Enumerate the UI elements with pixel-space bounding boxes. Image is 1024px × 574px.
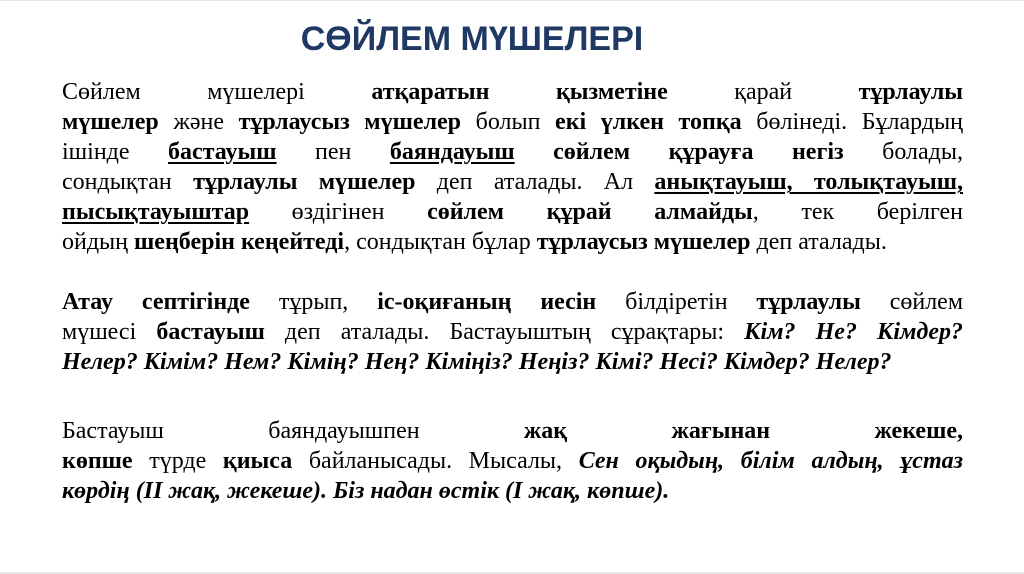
text-run: деп аталады. [750,229,887,255]
paragraph [62,416,963,506]
text-run: баяндауыш [389,139,515,165]
text-run: болып [461,109,556,135]
text-run: сөйлем құрай алмайды [427,199,753,225]
text-run: бастауыш [156,319,265,345]
text-run: деп аталады. Бастауыштың сұрақтары: [264,319,745,345]
text-run: бөлінеді. Бұлардың [741,109,964,135]
text-run: жақ жағынан жекеше, [523,418,963,444]
text-run: тұрлаусыз мүшелер [238,109,462,135]
text-run: Сөйлем мүшелері [62,79,372,105]
text-run: және [158,109,239,135]
text-run: түрде [132,448,223,474]
text-run: қиыса [222,448,293,474]
text-run: бастауыш [168,139,277,165]
text-run: ішінде [62,139,169,165]
text-run: тұрлаулы мүшелер [193,169,416,195]
text-run: сөйлем құрауға негіз [553,139,844,165]
text-run: сондықтан [62,169,194,195]
text-run: Атау септігінде [62,289,250,315]
text-run: сөйлем [860,289,964,315]
text-run: тұрлаулы [858,79,964,105]
text-run: қарай [667,79,859,105]
text-run: байланысады. Мысалы, [292,448,579,474]
text-run: шеңберін кеңейтеді [134,229,345,255]
text-run: көрдің (ІІ жақ, жекеше). Біз надан өстік (І жақ, көпше). [62,478,670,504]
text-run: мүшесі [62,319,157,345]
text-line [62,317,963,347]
text-run: көпше [62,448,133,474]
text-line [62,446,963,476]
text-run: екі үлкен топқа [555,109,742,135]
text-run: Нелер? Кімім? Нем? Кімің? Нең? Кіміңіз? Неңіз? Кімі? Несі? Кімдер? Нелер? [62,349,892,375]
text-run: Бастауыш баяндауышпен [62,418,524,444]
text-line [62,287,963,317]
paragraph [62,287,963,377]
text-run: ойдың [62,229,135,255]
text-line [62,107,963,137]
text-run: , тек берілген [752,199,963,225]
text-run: болады, [843,139,964,165]
text-run: атқаратын қызметіне [371,79,668,105]
text-run: іс-оқиғаның иесін [377,289,597,315]
text-run: өздігінен [249,199,428,225]
text-run: тұрып, [249,289,378,315]
text-line [62,416,963,446]
text-line [62,227,963,257]
text-run [515,139,554,165]
text-line [62,137,963,167]
text-line [62,347,963,377]
text-line [62,476,963,506]
text-run: деп аталады. Ал [415,169,655,195]
paragraph [62,77,963,257]
text-run: анықтауыш, толықтауыш, [654,169,963,195]
text-run: пысықтауыштар [62,199,250,225]
text-run: білдіретін [596,289,757,315]
text-line [62,77,963,107]
text-run: Сен оқыдың, білім алдың, ұстаз [578,448,963,474]
body-text [62,77,963,506]
text-run: пен [276,139,390,165]
text-run: тұрлаулы [756,289,861,315]
text-line [62,197,963,227]
text-run: , сондықтан бұлар [344,229,537,255]
text-line [62,167,963,197]
text-run: тұрлаусыз мүшелер [536,229,751,255]
slide-title: СӨЙЛЕМ МҮШЕЛЕРІ [300,20,644,58]
text-run: Кім? Не? Кімдер? [744,319,963,345]
text-run: мүшелер [62,109,159,135]
